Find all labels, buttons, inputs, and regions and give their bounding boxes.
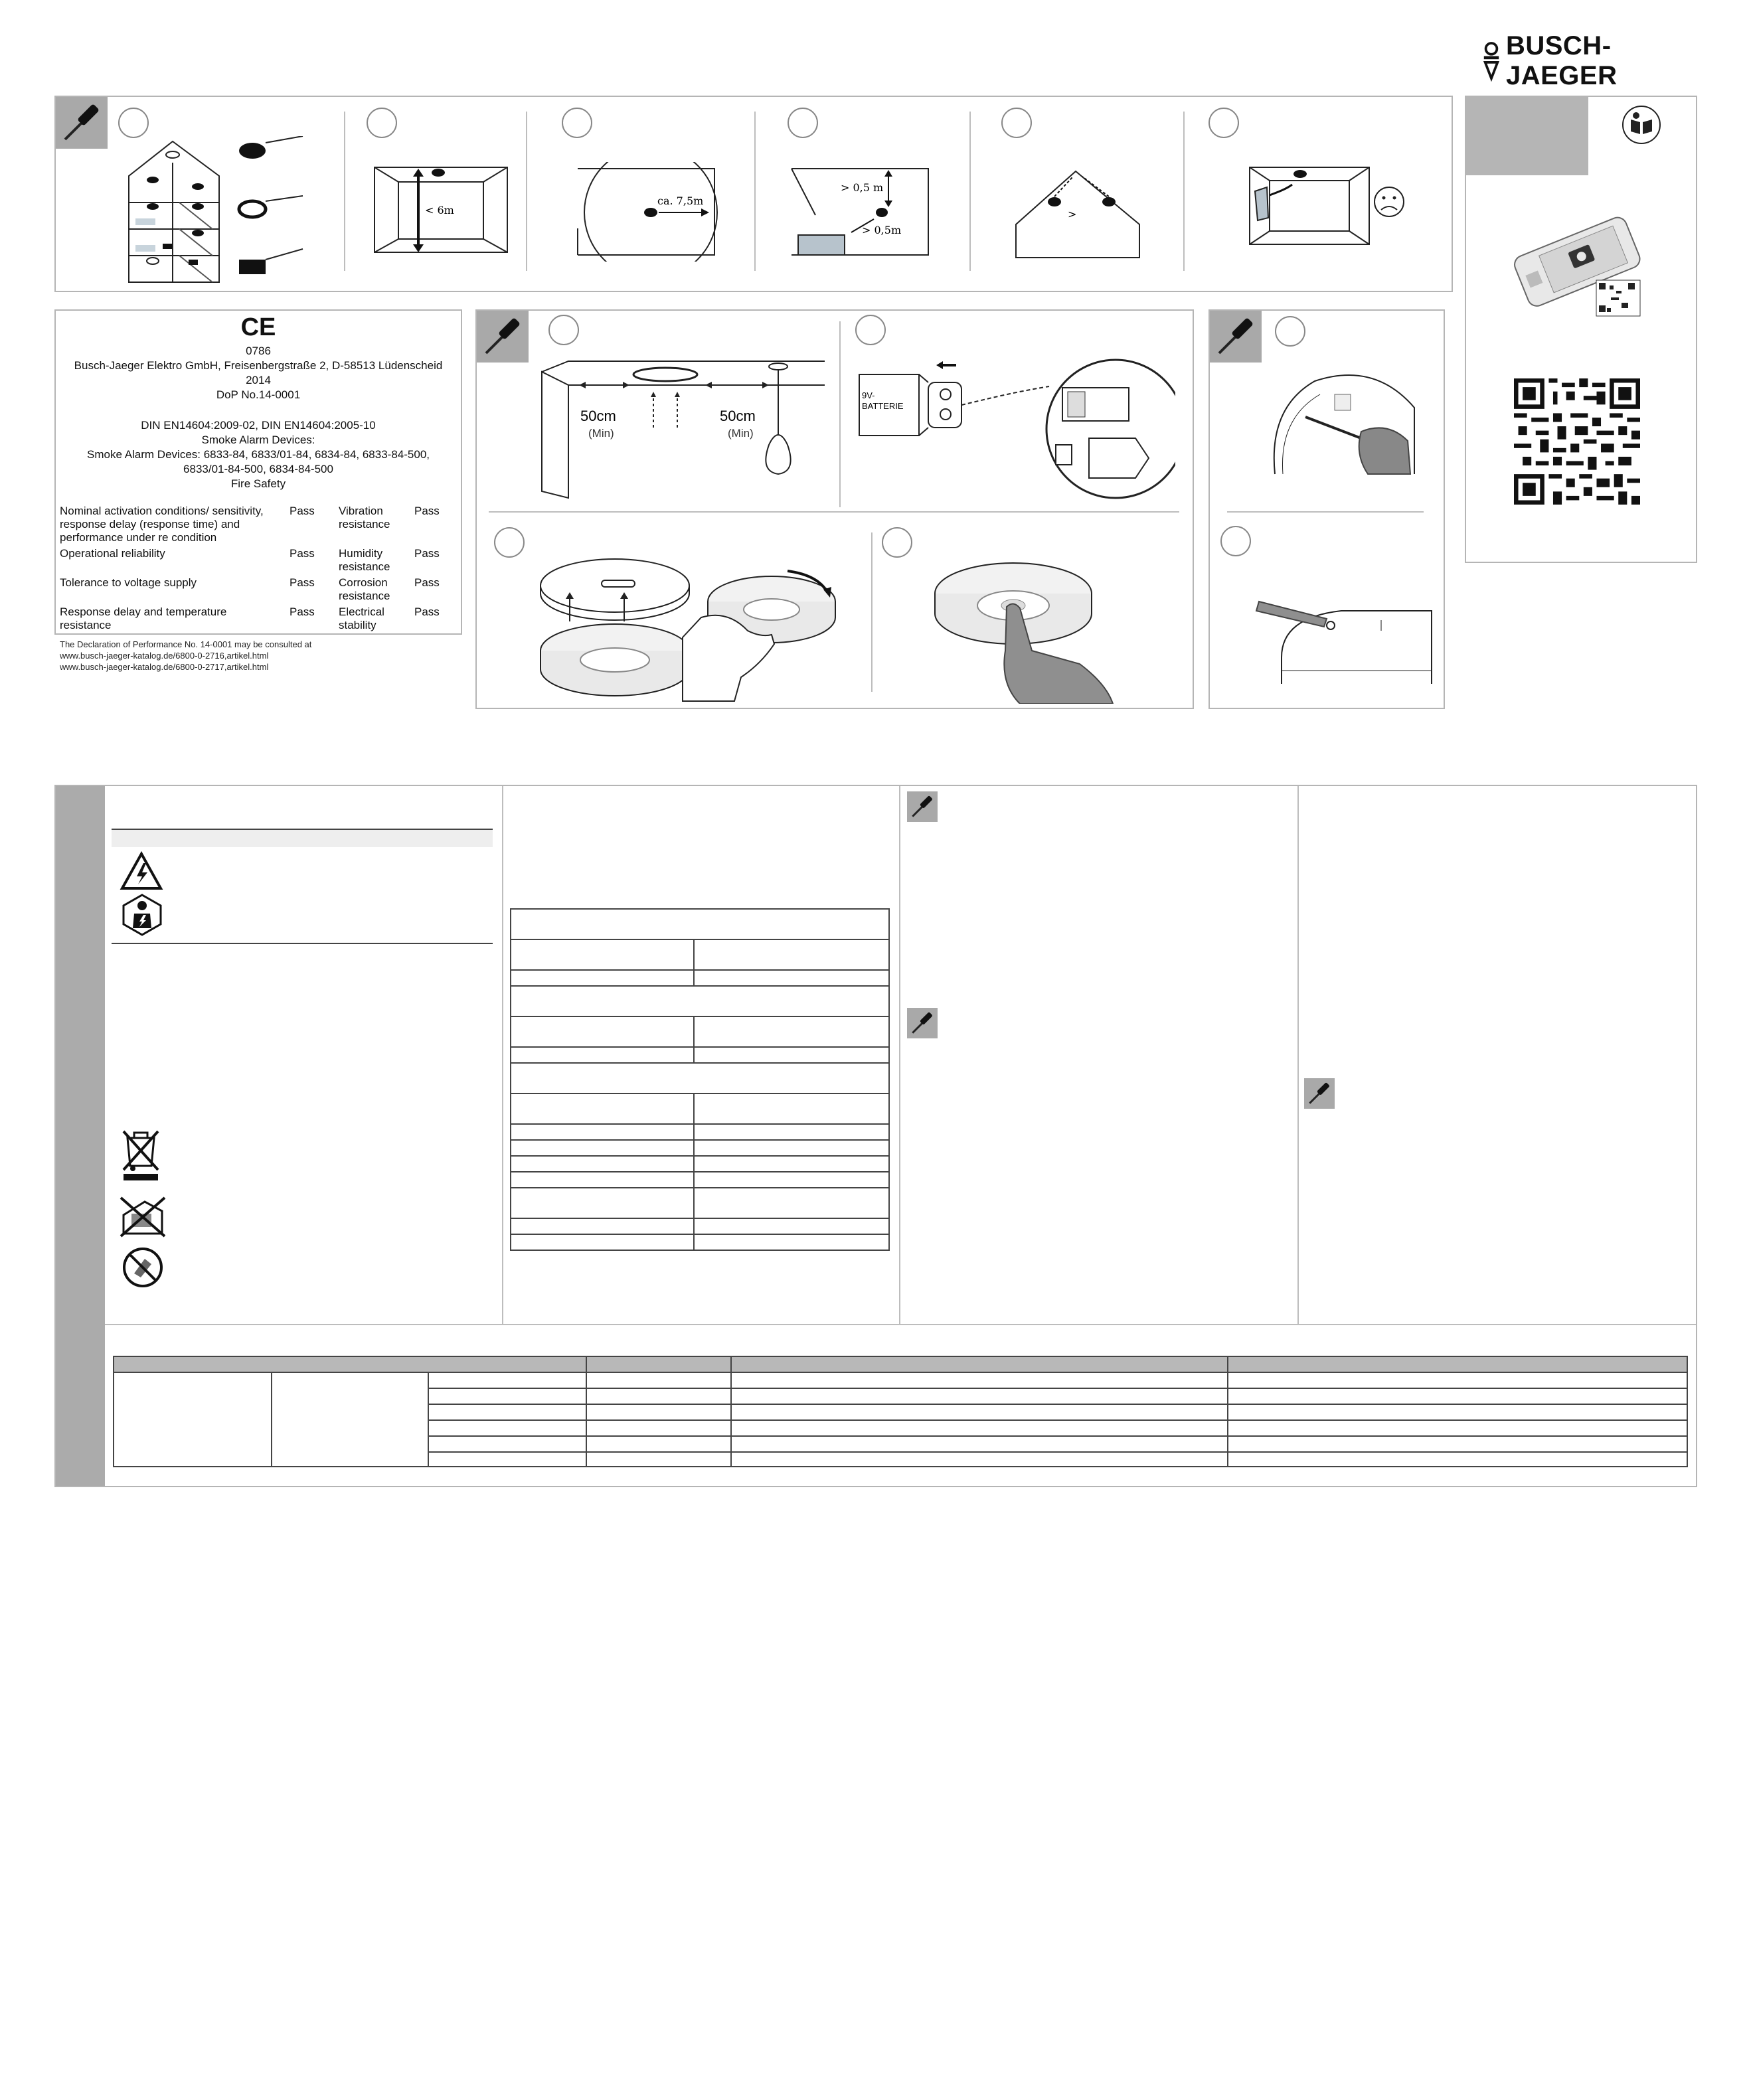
brand-name: BUSCH-JAEGER	[1505, 31, 1618, 90]
dop-row-right-result: Pass	[414, 547, 440, 560]
qr-small-icon	[1596, 280, 1640, 316]
house-placement-illustration	[126, 136, 325, 285]
screwdriver-icon	[1304, 1078, 1335, 1109]
battery-insertion-illustration	[857, 345, 1175, 505]
dop-footer-line1: The Declaration of Performance No. 14-0001 may be consulted at	[60, 639, 312, 649]
roof-label: >	[1068, 208, 1077, 220]
no-battery-disposal-icon	[118, 1195, 167, 1238]
step-number-5	[1001, 108, 1032, 138]
pry-release-illustration	[1255, 578, 1434, 690]
step-number-3	[562, 108, 592, 138]
dop-row-right: Corrosion resistance	[339, 576, 390, 602]
dop-footer-link2[interactable]: www.busch-jaeger-katalog.de/6800-0-2717,artikel.html	[60, 662, 269, 672]
dop-row-right-result: Pass	[414, 505, 440, 517]
dop-row-left-result: Pass	[290, 576, 315, 589]
safety-header-band	[112, 830, 493, 847]
tool-badge	[1304, 1078, 1335, 1109]
right-distance-label: 50cm	[720, 408, 756, 424]
dop-row-right: Vibration resistance	[339, 505, 390, 530]
dop-row-left: Response delay and temperature resistance	[60, 606, 227, 631]
battery-label-line2: BATTERIE	[862, 401, 904, 411]
manufacturer: Busch-Jaeger Elektro GmbH, Freisenbergstraße 2, D-58513 Lüdenscheid	[74, 359, 443, 372]
dop-row-left: Tolerance to voltage supply	[60, 576, 197, 589]
electric-hazard-icon	[120, 851, 163, 891]
category: Fire Safety	[230, 477, 286, 490]
electrician-icon	[121, 894, 163, 936]
test-button-press-illustration	[927, 551, 1126, 704]
device-models-line2: 6833/01-84-500, 6834-84-500	[183, 463, 333, 475]
dop-row-right-result: Pass	[414, 576, 440, 589]
sheet-side-stripe	[56, 786, 105, 1486]
step-number-6	[1208, 108, 1239, 138]
qr-code-icon[interactable]	[1514, 378, 1640, 505]
step-number-2	[367, 108, 397, 138]
roof-placement-illustration	[1009, 165, 1155, 264]
bad-placement-illustration	[1247, 165, 1420, 251]
app-panel-header	[1466, 97, 1588, 175]
right-min-label: (Min)	[728, 427, 754, 440]
step-number-remove-1	[1275, 316, 1305, 347]
dop-footer	[60, 639, 311, 673]
step-number-4	[788, 108, 818, 138]
dop-number: DoP No.14-0001	[216, 388, 301, 401]
troubleshooting-table	[113, 1356, 1688, 1467]
screwdriver-icon	[1210, 311, 1262, 363]
step-number-remove-2	[1220, 526, 1251, 556]
device-models-line1: Smoke Alarm Devices: 6833-84, 6833/01-84, 6834-84, 6833-84-500,	[87, 448, 430, 461]
side-clearance-label: > 0,5m	[862, 224, 902, 236]
screwdriver-unlock-illustration	[1268, 368, 1421, 481]
dop-row-left: Operational reliability	[60, 547, 165, 560]
step-number-1	[118, 108, 149, 138]
wall-distance-illustration	[571, 162, 724, 262]
dop-row-right: Humidity resistance	[339, 547, 390, 573]
brand-logo	[1482, 31, 1708, 90]
dop-row-left: Nominal activation conditions/ sensitivity, response delay (response time) and performance under re condition	[60, 505, 264, 544]
left-min-label: (Min)	[588, 427, 614, 440]
detector-base-attach-illustration	[535, 551, 841, 704]
screwdriver-icon	[477, 311, 529, 363]
device-title: Smoke Alarm Devices:	[201, 434, 315, 446]
year: 2014	[246, 374, 271, 386]
tool-badge	[907, 791, 938, 822]
screwdriver-icon	[907, 791, 938, 822]
top-clearance-label: > 0,5 m	[841, 181, 884, 194]
dop-footer-link1[interactable]: www.busch-jaeger-katalog.de/6800-0-2716,artikel.html	[60, 651, 269, 661]
ce-mark: CE	[240, 313, 276, 341]
battery-label-line1: 9V-	[862, 390, 875, 400]
dop-row-right-result: Pass	[414, 606, 440, 618]
left-distance-label: 50cm	[580, 408, 616, 424]
screwdriver-icon	[56, 97, 108, 149]
notified-body: 0786	[246, 345, 271, 357]
step-number-mount-1	[548, 315, 579, 345]
dop-row-left-result: Pass	[290, 606, 315, 618]
sad-face-icon	[1374, 187, 1404, 216]
no-paint-icon	[122, 1247, 163, 1288]
tool-badge	[477, 311, 529, 363]
ceiling-mount-distance-illustration	[539, 359, 825, 505]
weee-bin-icon	[121, 1129, 161, 1182]
dop-row-right: Electrical stability	[339, 606, 384, 631]
clearance-illustration	[789, 162, 935, 262]
step-number-mount-3	[494, 527, 525, 558]
step-number-mount-4	[882, 527, 912, 558]
dop-row-left-result: Pass	[290, 505, 315, 517]
tool-badge	[907, 1008, 938, 1038]
smartphone-icon[interactable]	[1498, 211, 1657, 324]
standards: DIN EN14604:2009-02, DIN EN14604:2005-10	[141, 419, 376, 432]
room-distance-illustration	[372, 165, 511, 258]
ceiling-distance-label: < 6m	[425, 204, 454, 216]
tool-badge	[1210, 311, 1262, 363]
wall-distance-label: ca. 7,5m	[657, 195, 704, 207]
technical-data-table	[510, 908, 890, 1251]
declaration-of-performance	[54, 309, 462, 635]
tool-badge	[56, 97, 108, 149]
screwdriver-icon	[907, 1008, 938, 1038]
step-number-mount-2	[855, 315, 886, 345]
manual-book-icon	[1622, 105, 1661, 145]
dop-row-left-result: Pass	[290, 547, 315, 560]
busch-jaeger-mark-icon	[1482, 40, 1501, 82]
